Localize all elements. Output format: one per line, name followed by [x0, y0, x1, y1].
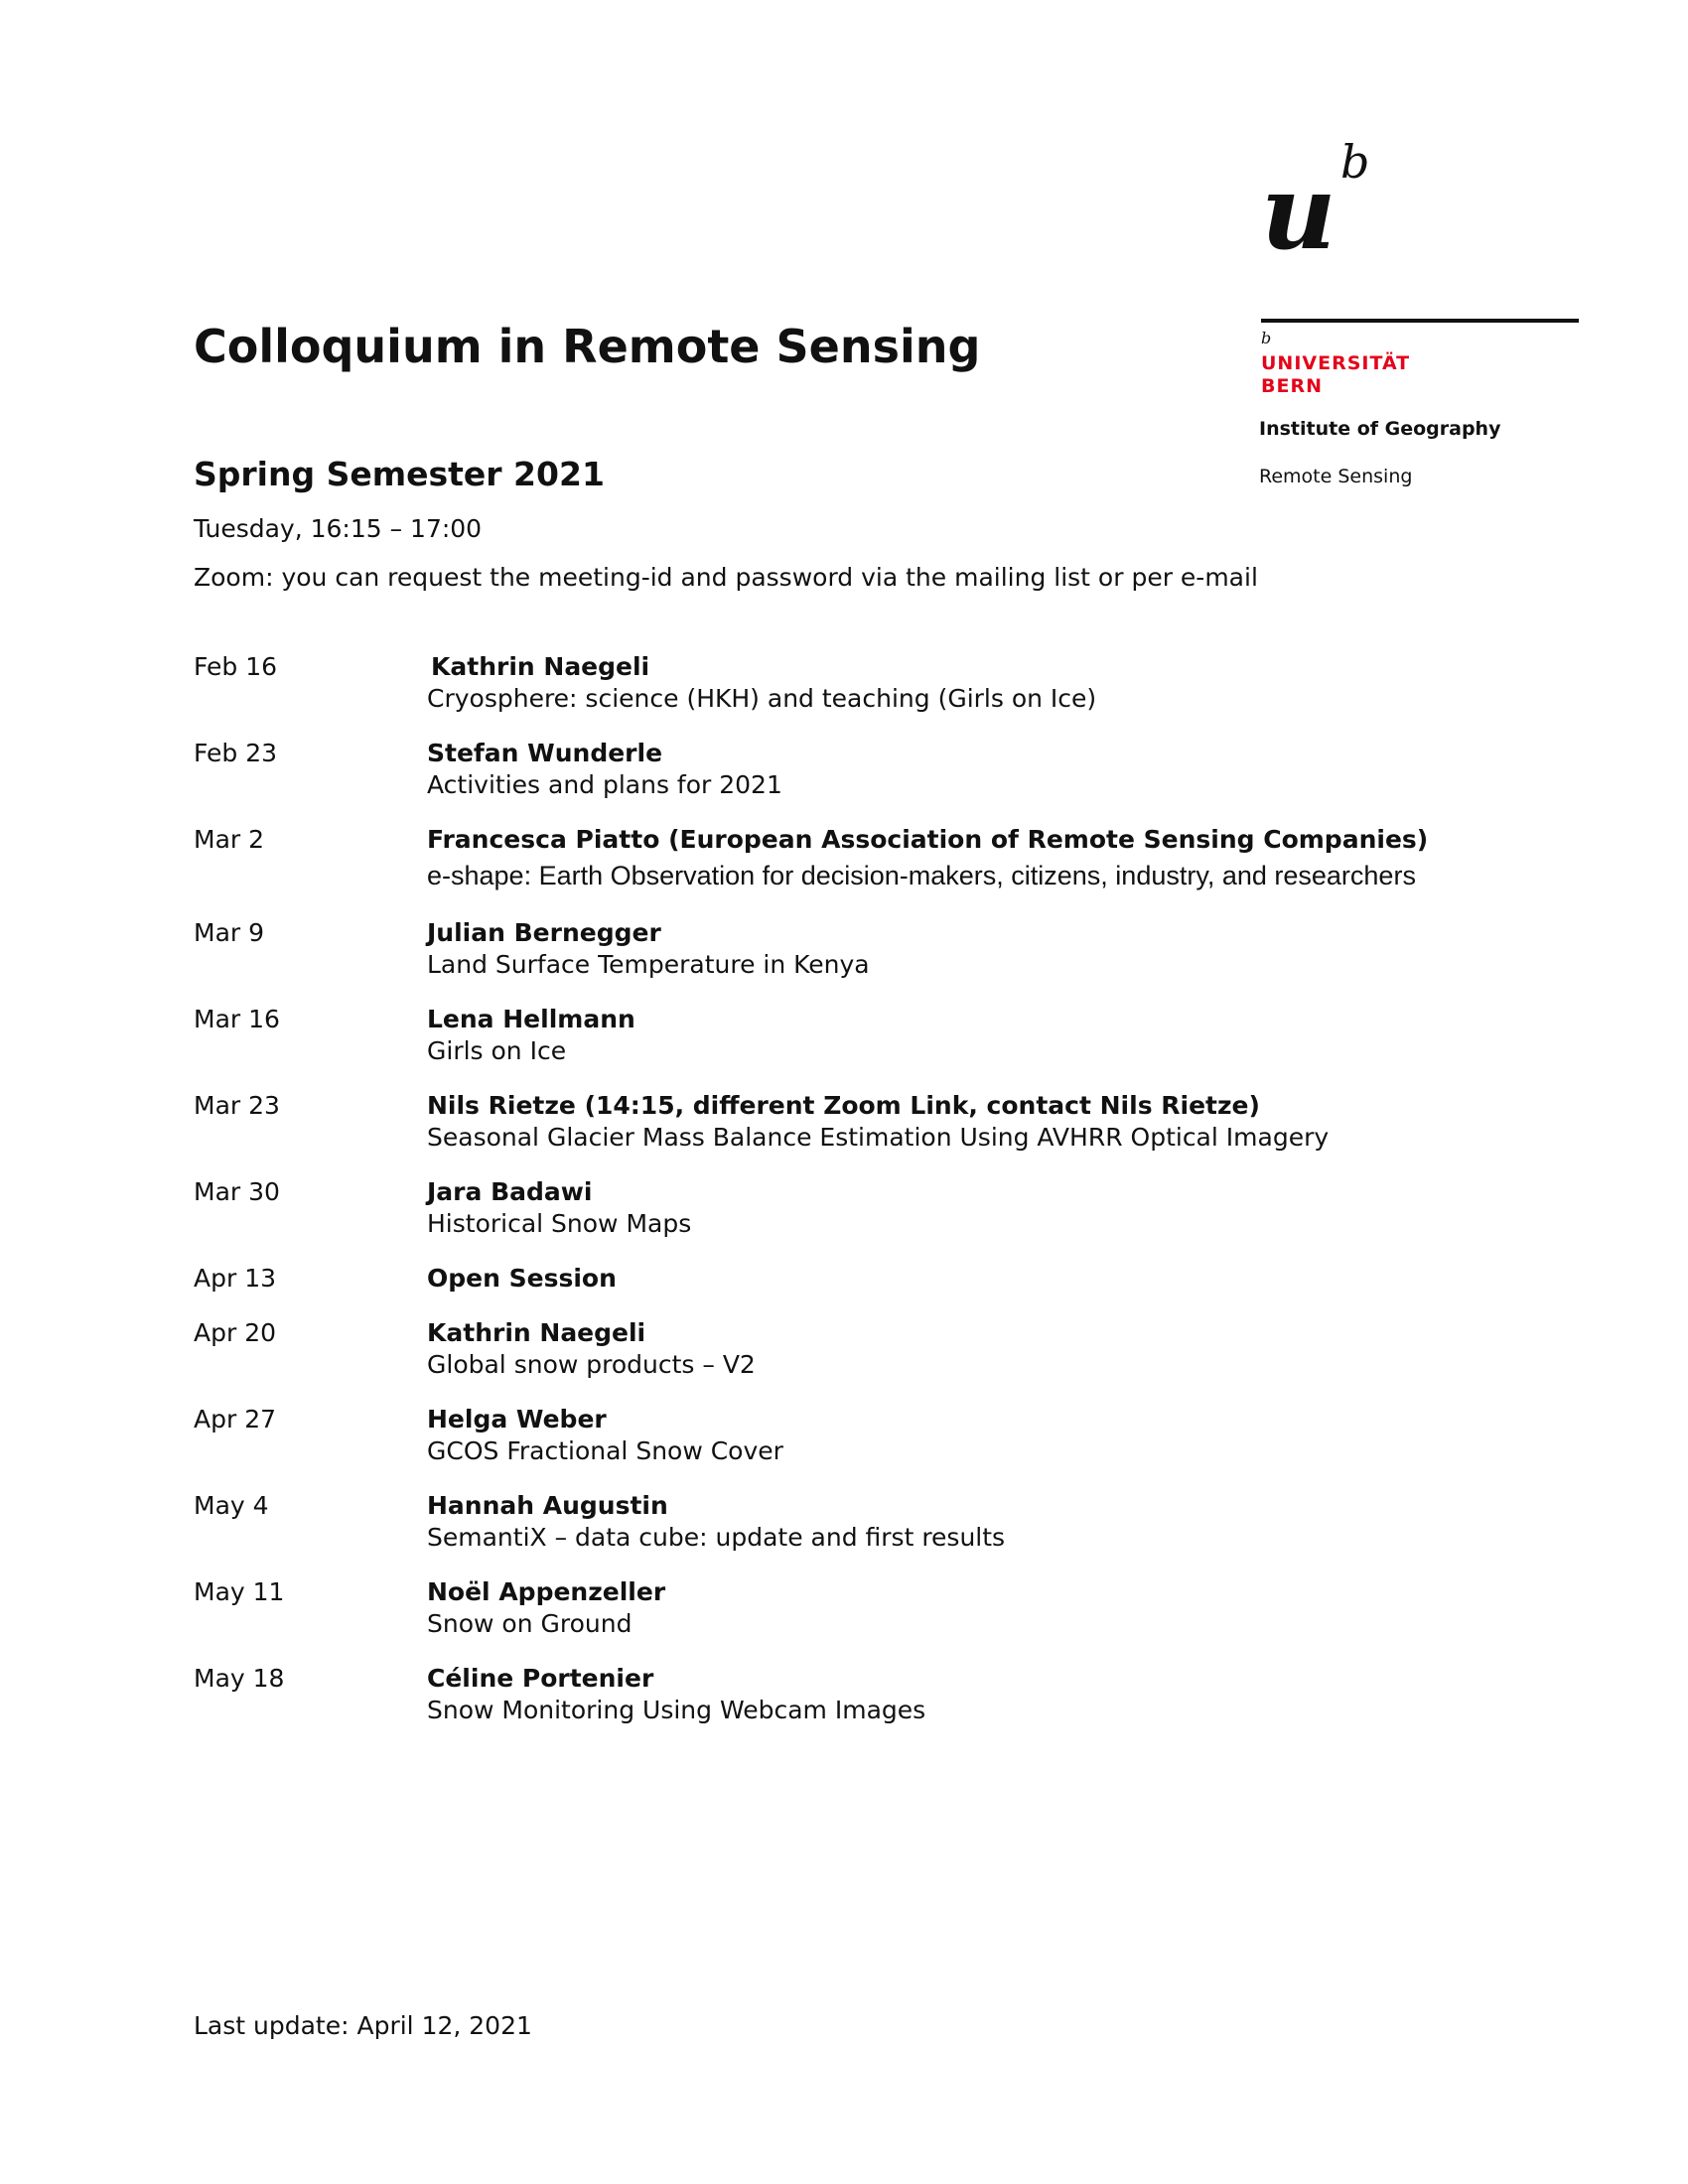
wordmark-small-b: b: [1261, 329, 1272, 347]
entry-topic: Activities and plans for 2021: [427, 770, 782, 799]
entry-topic: Girls on Ice: [427, 1036, 567, 1065]
schedule-entry: [194, 1404, 1584, 1490]
entry-speaker: Open Session: [427, 1264, 617, 1293]
entry-speaker: Hannah Augustin: [427, 1491, 668, 1520]
entry-date: Feb 16: [194, 652, 278, 681]
entry-date: Apr 27: [194, 1405, 277, 1433]
entry-topic: Land Surface Temperature in Kenya: [427, 950, 870, 979]
schedule-entry: [194, 917, 1584, 1004]
logo-letter-b: b: [1340, 135, 1370, 189]
entry-topic: Snow Monitoring Using Webcam Images: [427, 1696, 926, 1724]
logo-letter-u: u: [1261, 151, 1336, 273]
entry-speaker: Lena Hellmann: [427, 1005, 635, 1033]
entry-speaker: Jara Badawi: [427, 1177, 593, 1206]
entry-date: Mar 23: [194, 1091, 280, 1120]
last-update: Last update: April 12, 2021: [194, 2011, 532, 2040]
entry-date: May 4: [194, 1491, 269, 1520]
entry-speaker: Julian Bernegger: [427, 918, 661, 947]
entry-speaker: Stefan Wunderle: [427, 739, 663, 767]
entry-date: May 11: [194, 1577, 285, 1606]
entry-speaker: Noël Appenzeller: [427, 1577, 666, 1606]
schedule-entry: [194, 651, 1584, 738]
schedule-entry: [194, 1576, 1584, 1663]
entry-speaker: Céline Portenier: [427, 1664, 654, 1693]
page-title: Colloquium in Remote Sensing: [194, 320, 981, 373]
entry-speaker: Nils Rietze (14:15, different Zoom Link, contact Nils Rietze): [427, 1091, 1260, 1120]
institute-name: Institute of Geography: [1259, 418, 1501, 440]
entry-topic: Cryosphere: science (HKH) and teaching (Girls on Ice): [427, 684, 1097, 713]
entry-date: Apr 13: [194, 1264, 277, 1293]
entry-date: Mar 30: [194, 1177, 280, 1206]
entry-topic: e-shape: Earth Observation for decision-makers, citizens, industry, and researchers: [427, 861, 1416, 890]
schedule-list: [194, 651, 1584, 1749]
entry-topic: Global snow products – V2: [427, 1350, 756, 1379]
entry-date: Apr 20: [194, 1318, 277, 1347]
department-name: Remote Sensing: [1259, 466, 1413, 487]
university-name: UNIVERSITÄT BERN: [1261, 352, 1411, 397]
entry-topic: GCOS Fractional Snow Cover: [427, 1436, 783, 1465]
schedule-entry: [194, 1004, 1584, 1090]
entry-speaker: Francesca Piatto (European Association of Remote Sensing Companies): [427, 825, 1429, 854]
schedule-entry: [194, 1317, 1584, 1404]
entry-topic: Seasonal Glacier Mass Balance Estimation Using AVHRR Optical Imagery: [427, 1123, 1330, 1152]
schedule-entry: [194, 1490, 1584, 1576]
entry-date: Feb 23: [194, 739, 278, 767]
schedule-entry: [194, 1663, 1584, 1749]
semester-heading: Spring Semester 2021: [194, 455, 605, 493]
entry-speaker: Helga Weber: [427, 1405, 607, 1433]
zoom-note: Zoom: you can request the meeting-id and password via the mailing list or per e-mail: [194, 563, 1258, 592]
schedule-entry: [194, 1176, 1584, 1263]
entry-topic: SemantiX – data cube: update and first results: [427, 1523, 1006, 1552]
session-time: Tuesday, 16:15 – 17:00: [194, 514, 483, 543]
entry-date: Mar 9: [194, 918, 265, 947]
entry-date: Mar 2: [194, 825, 265, 854]
entry-date: May 18: [194, 1664, 285, 1693]
schedule-entry: [194, 1090, 1584, 1176]
university-logo-mark: [1261, 135, 1400, 273]
university-wordmark: [1261, 331, 1589, 398]
schedule-entry: [194, 824, 1584, 917]
entry-date: Mar 16: [194, 1005, 280, 1033]
entry-speaker: Kathrin Naegeli: [427, 1318, 646, 1347]
schedule-entry: [194, 738, 1584, 824]
entry-topic: Historical Snow Maps: [427, 1209, 692, 1238]
schedule-entry: [194, 1263, 1584, 1317]
entry-speaker: Kathrin Naegeli: [431, 652, 650, 681]
entry-topic: Snow on Ground: [427, 1609, 633, 1638]
logo-divider: [1261, 319, 1579, 323]
